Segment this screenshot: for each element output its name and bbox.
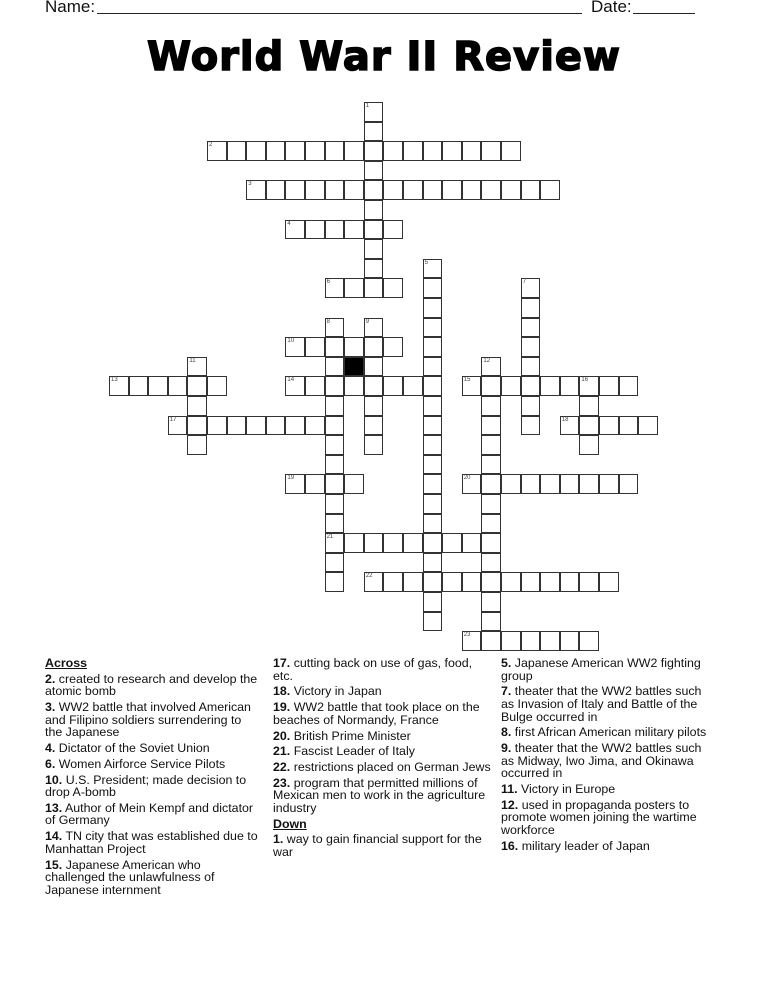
grid-cell[interactable] [325,396,345,416]
grid-cell[interactable] [285,416,305,436]
grid-cell[interactable] [423,474,443,494]
grid-cell[interactable] [423,416,443,436]
grid-cell[interactable] [521,631,541,651]
grid-cell[interactable] [521,337,541,357]
grid-cell[interactable] [207,141,227,161]
clue-across-6: 6. Women Airforce Service Pilots [45,756,226,771]
grid-cell[interactable] [364,161,384,181]
grid-cell[interactable] [364,396,384,416]
clues-column-3 [501,657,716,856]
grid-cell[interactable] [403,180,423,200]
grid-cell[interactable] [501,474,521,494]
grid-cell[interactable] [423,180,443,200]
clue-down-1: 1. way to gain financial support for the war [273,832,482,860]
grid-cell[interactable] [403,141,423,161]
grid-cell[interactable] [423,141,443,161]
clue-number: 1 [365,103,370,109]
grid-cell[interactable] [129,376,149,396]
grid-cell[interactable] [364,122,384,142]
grid-cell[interactable] [462,474,482,494]
clue-across-3: 3. WW2 battle that involved American and Filipino soldiers surrendering to the Japanese [45,699,251,740]
clue-number: 8 [326,318,330,325]
clue-number: 16 [581,377,589,384]
grid-cell[interactable] [423,357,443,377]
grid-cell[interactable] [423,298,443,318]
grid-cell[interactable] [325,533,345,553]
grid-cell[interactable] [423,612,443,632]
clue-number: 12 [483,357,491,364]
grid-cell[interactable] [148,376,168,396]
grid-cell[interactable] [187,357,207,377]
grid-cell[interactable] [462,180,482,200]
grid-cell[interactable] [423,435,443,455]
grid-cell[interactable] [579,572,599,592]
grid-cell[interactable] [383,220,403,240]
clue-across-14: 14. TN city that was established due to Manhattan Project [45,829,258,856]
grid-cell[interactable] [305,376,325,396]
grid-cell[interactable] [187,396,207,416]
grid-cell[interactable] [266,180,286,200]
grid-cell[interactable] [305,141,325,161]
grid-cell[interactable] [423,494,443,514]
grid-cell[interactable] [325,278,345,298]
grid-cell[interactable] [364,376,384,396]
grid-cell[interactable] [168,376,188,396]
grid-cell[interactable] [579,631,599,651]
grid-cell[interactable] [246,416,266,436]
clue-number: 21 [326,534,334,541]
grid-cell[interactable] [521,572,541,592]
grid-cell[interactable] [403,572,423,592]
grid-cell[interactable] [364,141,384,161]
grid-cell[interactable] [109,376,129,396]
clue-number: 4 [287,220,291,227]
grid-cell[interactable] [364,318,384,338]
grid-cell[interactable] [619,416,639,436]
grid-cell[interactable] [344,337,364,357]
clue-down-5: 5. Japanese American WW2 fighting group [501,656,701,683]
clue-across-22: 22. restrictions placed on German Jews [273,760,491,775]
grid-cell[interactable] [325,572,345,592]
grid-cell[interactable] [383,278,403,298]
grid-cell[interactable] [599,416,619,436]
grid-cell[interactable] [579,474,599,494]
clue-across-18: 18. Victory in Japan [273,684,382,699]
grid-cell[interactable] [560,474,580,494]
grid-cell[interactable] [423,278,443,298]
grid-cell[interactable] [305,337,325,357]
grid-cell[interactable] [442,180,462,200]
grid-cell[interactable] [344,533,364,553]
grid-cell[interactable] [305,416,325,436]
grid-cell[interactable] [560,631,580,651]
grid-cell[interactable] [481,533,501,553]
grid-cell[interactable] [285,337,305,357]
clue-across-20: 20. British Prime Minister [273,728,411,743]
clue-number: 7 [522,279,526,286]
grid-cell[interactable] [481,553,501,573]
clue-across-19: 19. WW2 battle that took place on the beaches of Normandy, France [273,700,480,727]
down-heading: Down [273,816,307,831]
black-cell [344,357,364,377]
grid-cell[interactable] [364,200,384,220]
grid-cell[interactable] [285,376,305,396]
clue-number: 2 [209,142,213,149]
clue-across-15: 15. Japanese American who challenged the unlawfulness of Japanese internment [45,857,215,897]
grid-cell[interactable] [423,514,443,534]
grid-cell[interactable] [423,337,443,357]
grid-cell[interactable] [423,376,443,396]
grid-cell[interactable] [364,102,384,122]
grid-cell[interactable] [364,572,384,592]
grid-cell[interactable] [579,416,599,436]
grid-cell[interactable] [187,416,207,436]
grid-cell[interactable] [246,141,266,161]
grid-cell[interactable] [325,220,345,240]
grid-cell[interactable] [481,357,501,377]
clue-number: 22 [365,573,373,580]
grid-cell[interactable] [540,376,560,396]
grid-cell[interactable] [423,455,443,475]
grid-cell[interactable] [207,376,227,396]
grid-cell[interactable] [344,180,364,200]
grid-cell[interactable] [619,474,639,494]
grid-cell[interactable] [501,141,521,161]
grid-cell[interactable] [481,416,501,436]
grid-cell[interactable] [599,474,619,494]
grid-cell[interactable] [462,533,482,553]
grid-cell[interactable] [364,180,384,200]
grid-cell[interactable] [579,435,599,455]
grid-cell[interactable] [187,435,207,455]
clue-across-2: 2. created to research and develop the atomic bomb [45,671,258,699]
grid-cell[interactable] [501,572,521,592]
clue-down-9: 9. theater that the WW2 battles such as Midway, Iwo Jima, and Okinawa occurred in [501,741,702,781]
clue-across-10: 10. U.S. President; made decision to drop A-bomb [45,772,247,800]
grid-cell[interactable] [501,180,521,200]
grid-cell[interactable] [501,376,521,396]
grid-cell[interactable] [344,220,364,240]
clue-number: 14 [287,377,295,384]
grid-cell[interactable] [325,180,345,200]
grid-cell[interactable] [423,318,443,338]
grid-cell[interactable] [325,455,345,475]
grid-cell[interactable] [325,553,345,573]
grid-cell[interactable] [364,220,384,240]
grid-cell[interactable] [599,572,619,592]
grid-cell[interactable] [325,435,345,455]
clue-number: 10 [287,338,295,345]
grid-cell[interactable] [246,180,266,200]
clue-number: 11 [189,357,196,364]
grid-cell[interactable] [521,298,541,318]
grid-cell[interactable] [423,396,443,416]
clue-down-11: 11. Victory in Europe [501,782,616,797]
clue-number: 19 [287,475,295,482]
clue-number: 5 [424,259,428,266]
grid-cell[interactable] [423,572,443,592]
grid-cell[interactable] [481,396,501,416]
grid-cell[interactable] [423,259,443,279]
grid-cell[interactable] [227,141,247,161]
grid-cell[interactable] [364,259,384,279]
clue-across-4: 4. Dictator of the Soviet Union [45,740,210,755]
grid-cell[interactable] [383,572,403,592]
grid-cell[interactable] [462,631,482,651]
grid-cell[interactable] [540,474,560,494]
clue-number: 15 [463,377,471,384]
grid-cell[interactable] [207,416,227,436]
clue-down-16: 16. military leader of Japan [501,838,650,853]
grid-cell[interactable] [462,141,482,161]
grid-cell[interactable] [521,278,541,298]
grid-cell[interactable] [521,180,541,200]
grid-cell[interactable] [383,180,403,200]
clue-number: 9 [365,318,370,325]
grid-cell[interactable] [579,376,599,396]
grid-cell[interactable] [442,572,462,592]
grid-cell[interactable] [481,141,501,161]
grid-cell[interactable] [305,220,325,240]
grid-cell[interactable] [560,416,580,436]
grid-cell[interactable] [383,141,403,161]
clue-number: 13 [111,377,118,384]
grid-cell[interactable] [481,455,501,475]
grid-cell[interactable] [285,474,305,494]
grid-cell[interactable] [325,318,345,338]
grid-cell[interactable] [481,474,501,494]
grid-cell[interactable] [579,396,599,416]
across-heading: Across [45,656,88,670]
grid-cell[interactable] [285,141,305,161]
grid-cell[interactable] [305,180,325,200]
grid-cell[interactable] [168,416,188,436]
grid-cell[interactable] [481,494,501,514]
grid-cell[interactable] [521,318,541,338]
grid-cell[interactable] [540,631,560,651]
grid-cell[interactable] [383,337,403,357]
grid-cell[interactable] [521,474,541,494]
grid-cell[interactable] [423,553,443,573]
grid-cell[interactable] [462,572,482,592]
grid-cell[interactable] [540,572,560,592]
grid-cell[interactable] [285,220,305,240]
grid-cell[interactable] [442,533,462,553]
grid-cell[interactable] [481,572,501,592]
grid-cell[interactable] [481,612,501,632]
clue-number: 20 [463,475,471,482]
grid-cell[interactable] [364,435,384,455]
grid-cell[interactable] [560,572,580,592]
grid-cell[interactable] [560,376,580,396]
grid-cell[interactable] [521,416,541,436]
grid-cell[interactable] [364,239,384,259]
grid-cell[interactable] [344,278,364,298]
clue-number: 18 [561,416,569,423]
grid-cell[interactable] [619,376,639,396]
clue-number: 23 [463,632,471,639]
grid-cell[interactable] [423,592,443,612]
clue-number: 17 [169,416,177,423]
clue-number: 3 [248,181,252,188]
grid-cell[interactable] [305,474,325,494]
grid-cell[interactable] [383,533,403,553]
grid-cell[interactable] [227,416,247,436]
grid-cell[interactable] [638,416,658,436]
clue-across-17: 17. cutting back on use of gas, food, etc. [273,656,473,683]
grid-cell[interactable] [364,337,384,357]
clue-across-23: 23. program that permitted millions of Mexican men to work in the agriculture industry [273,775,486,816]
grid-cell[interactable] [364,533,384,553]
grid-cell[interactable] [266,416,286,436]
grid-cell[interactable] [285,180,305,200]
grid-cell[interactable] [423,533,443,553]
grid-cell[interactable] [364,357,384,377]
grid-cell[interactable] [266,141,286,161]
grid-cell[interactable] [481,631,501,651]
clue-number: 6 [326,279,330,286]
grid-cell[interactable] [481,435,501,455]
clues-column-2 [273,657,495,862]
grid-cell[interactable] [344,141,364,161]
name-label: Name: [45,0,96,16]
clue-down-7: 7. theater that the WW2 battles such as Invasion of Italy and Battle of the Bulge occurred in [501,684,702,724]
grid-cell[interactable] [521,396,541,416]
grid-cell[interactable] [344,474,364,494]
grid-cell[interactable] [403,533,423,553]
grid-cell[interactable] [325,416,345,436]
grid-cell[interactable] [481,514,501,534]
grid-cell[interactable] [325,337,345,357]
grid-cell[interactable] [325,357,345,377]
grid-cell[interactable] [442,141,462,161]
clue-down-12: 12. used in propaganda posters to promote women joining the wartime workforce [501,797,697,838]
page-title: World War II Review [147,34,621,80]
clues-column-1 [45,657,260,900]
grid-cell[interactable] [325,376,345,396]
grid-cell[interactable] [540,180,560,200]
grid-cell[interactable] [325,494,345,514]
clue-across-21: 21. Fascist Leader of Italy [273,744,415,759]
grid-cell[interactable] [325,514,345,534]
grid-cell[interactable] [187,376,207,396]
grid-cell[interactable] [521,376,541,396]
grid-cell[interactable] [364,278,384,298]
grid-cell[interactable] [521,357,541,377]
grid-cell[interactable] [481,180,501,200]
grid-cell[interactable] [383,376,403,396]
grid-cell[interactable] [344,376,364,396]
grid-cell[interactable] [364,416,384,436]
grid-cell[interactable] [325,141,345,161]
grid-cell[interactable] [325,474,345,494]
grid-cell[interactable] [481,592,501,612]
clue-across-13: 13. Author of Mein Kempf and dictator of Germany [45,800,254,828]
date-label: Date: [591,0,632,16]
clue-down-8: 8. first African American military pilots [501,725,707,740]
grid-cell[interactable] [501,631,521,651]
grid-cell[interactable] [462,376,482,396]
grid-cell[interactable] [599,376,619,396]
grid-cell[interactable] [403,376,423,396]
grid-cell[interactable] [481,376,501,396]
